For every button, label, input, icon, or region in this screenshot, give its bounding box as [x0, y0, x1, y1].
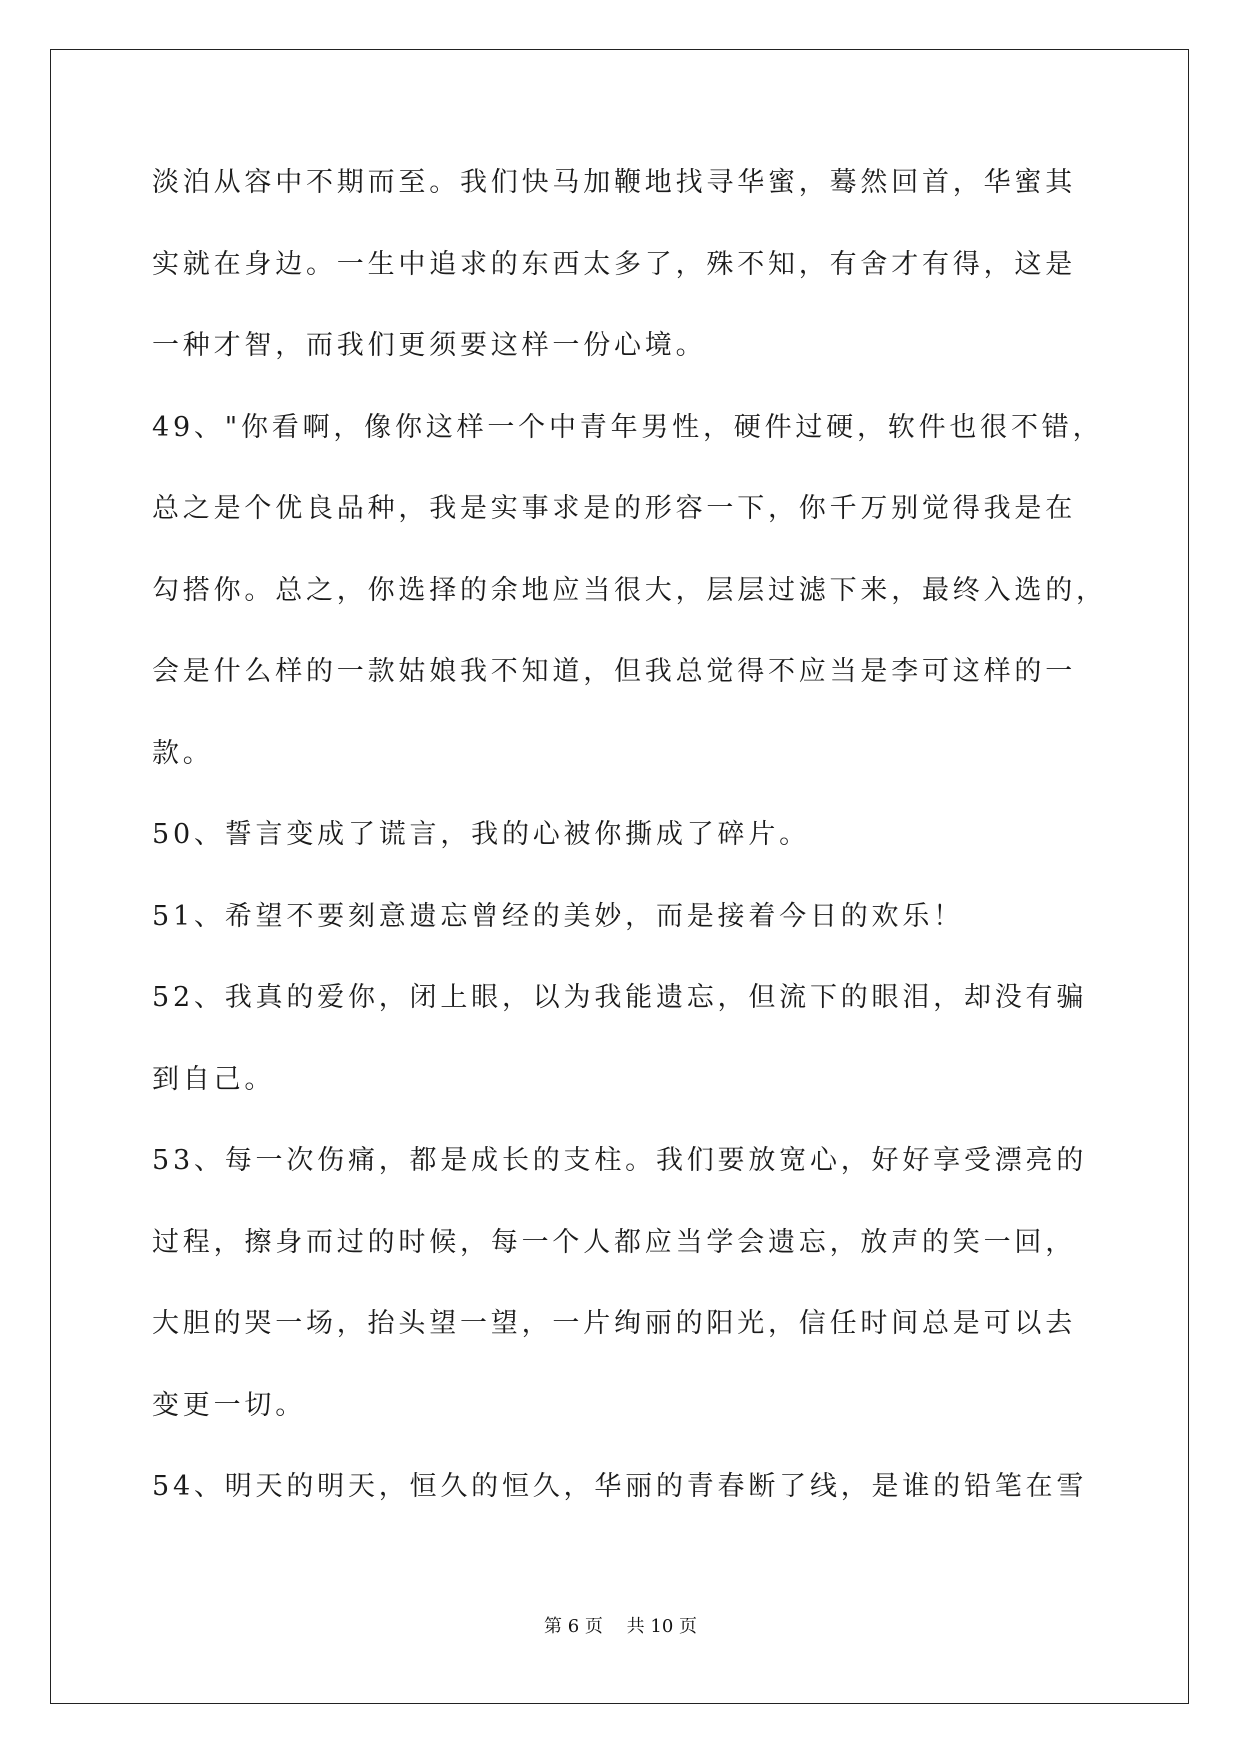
text-line: 49、"你看啊，像你这样一个中青年男性，硬件过硬，软件也很不错，	[152, 411, 1104, 443]
text-line: 会是什么样的一款姑娘我不知道，但我总觉得不应当是李可这样的一	[152, 656, 1076, 687]
text-line: 款。	[152, 737, 214, 769]
page-total: 共 10 页	[626, 1616, 697, 1637]
text-line: 实就在身边。一生中追求的东西太多了，殊不知，有舍才有得，这是	[152, 248, 1076, 280]
text-line: 勾搭你。总之，你选择的余地应当很大，层层过滤下来，最终入选的，	[152, 574, 1107, 606]
text-line: 53、每一次伤痛，都是成长的支柱。我们要放宽心，好好享受漂亮的	[152, 1145, 1088, 1176]
text-line: 50、誓言变成了谎言，我的心被你撕成了碎片。	[152, 819, 810, 850]
text-line: 51、希望不要刻意遗忘曾经的美妙，而是接着今日的欢乐！	[152, 900, 964, 932]
text-line: 到自己。	[152, 1063, 276, 1095]
text-line: 54、明天的明天，恒久的恒久，华丽的青春断了线，是谁的铅笔在雪	[152, 1471, 1088, 1502]
text-line: 过程，擦身而过的时候，每一个人都应当学会遗忘，放声的笑一回，	[152, 1226, 1076, 1258]
text-line: 淡泊从容中不期而至。我们快马加鞭地找寻华蜜，蓦然回首，华蜜其	[152, 167, 1076, 198]
text-line: 变更一切。	[152, 1389, 306, 1421]
text-line: 总之是个优良品种，我是实事求是的形容一下，你千万别觉得我是在	[152, 493, 1076, 524]
text-line: 一种才智，而我们更须要这样一份心境。	[152, 330, 707, 361]
document-body	[152, 163, 1107, 1549]
text-line: 大胆的哭一场，抬头望一望，一片绚丽的阳光，信任时间总是可以去	[152, 1308, 1076, 1339]
page-number: 第 6 页	[544, 1616, 603, 1637]
text-line: 52、我真的爱你，闭上眼，以为我能遗忘，但流下的眼泪，却没有骗	[152, 982, 1088, 1013]
page-footer	[0, 1612, 1241, 1638]
